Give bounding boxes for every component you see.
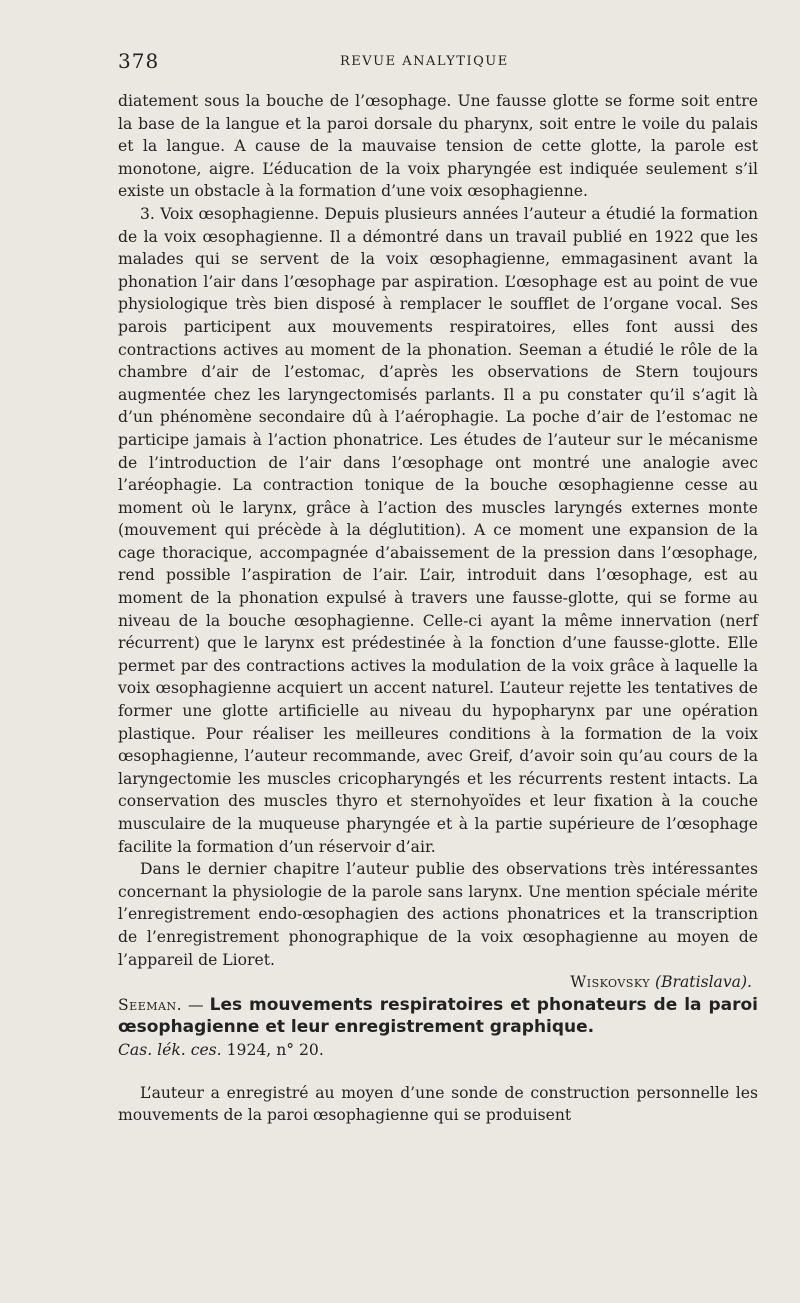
paragraph-continuation: diatement sous la bouche de l’œsophage. Une fausse glotte se forme soit entre la base de la langue et la paroi dorsale du pharynx, soit entre le voile du palais et la langue. A cause de la mauvaise tension de cette glotte, la parole est monotone, aigre. L’éducation de la voix pharyngée est indiquée seulement s’il existe un obstacle à la formation d’une voix œsophagienne.	[118, 92, 758, 201]
running-head: REVUE ANALYTIQUE	[340, 54, 509, 69]
entry-details: 1924, n° 20.	[221, 1040, 324, 1059]
entry-body: L’auteur a enregistré au moyen d’une sonde de construction personnelle les mouvements de la paroi œsophagienne qui se produisent	[118, 1083, 758, 1125]
page-number: 378	[118, 49, 160, 73]
entry-dash: —	[182, 995, 210, 1014]
reviewer-signature	[118, 971, 758, 994]
entry-citation	[118, 1039, 758, 1062]
paragraph-dernier-chapitre: Dans le dernier chapitre l’auteur publie des observations très intéressantes concernant la physiologie de la parole sans larynx. Une mention spéciale mérite l’enregistrement endo-œsophagien des actions phonatrices et la transcription de l’enregistrement phonographique de la voix œsophagienne au moyen de l’appareil de Lioret.	[118, 860, 758, 969]
article-body	[118, 90, 758, 1127]
reviewer-name: Wiskovsky	[570, 973, 651, 992]
entry-author: Seeman.	[118, 995, 183, 1014]
bibliographic-entry	[118, 994, 758, 1039]
spacer	[118, 1062, 758, 1082]
entry-title: Les mouvements respiratoires et phonateurs de la paroi œsophagienne et leur enregistrement graphique.	[118, 994, 758, 1038]
reviewer-place: (Bratislava).	[655, 973, 752, 992]
page-header	[118, 49, 758, 73]
entry-journal: Cas. lék. ces.	[118, 1040, 222, 1059]
paragraph-voix-oesophagienne: 3. Voix œsophagienne. Depuis plusieurs années l’auteur a étudié la formation de la voix œsophagienne. Il a démontré dans un travail publié en 1922 que les malades qui se servent de la voix œsophagienne, emmagasinent avant la phonation l’air dans l’œsophage par aspiration. L’œsophage est au point de vue physiologique très bien disposé à remplacer le soufflet de l’organe vocal. Ses parois participent aux mouvements respiratoires, elles font aussi des contractions actives au moment de la phonation. Seeman a étudié le rôle de la chambre d’air de l’estomac, d’après les observations de Stern toujours augmentée chez les laryngectomisés parlants. Il a pu constater qu’il s’agit là d’un phénomène secondaire dû à l’aérophagie. La poche d’air de l’estomac ne participe jamais à l’action phonatrice. Les études de l’auteur sur le mécanisme de l’introduction de l’air dans l’œsophage ont montré une analogie avec l’aréophagie. La contraction tonique de la bouche œsophagienne cesse au moment où le larynx, grâce à l’action des muscles laryngés externes monte (mouvement qui précède à la déglutition). A ce moment une expansion de la cage thoracique, accompagnée d’abaissement de la pression dans l’œsophage, rend possible l’aspiration de l’air. L’air, introduit dans l’œsophage, est au moment de la phonation expulsé à travers une fausse-glotte, qui se forme au niveau de la bouche œsophagienne. Celle-ci ayant la même innervation (nerf récurrent) que le larynx est prédestinée à la fonction d’une fausse-glotte. Elle permet par des contractions actives la modulation de la voix grâce à laquelle la voix œsophagienne acquiert un accent naturel. L’auteur rejette les tentatives de former une glotte artificielle au niveau du hypopharynx par une opération plastique. Pour réaliser les meilleures conditions à la formation de la voix œsophagienne, l’auteur recommande, avec Greif, d’avoir soin qu’au cours de la laryngectomie les muscles cricopharyngés et les récurrents restent intacts. La conservation des muscles thyro et sternohyoïdes et leur fixation à la couche musculaire de la muqueuse pharyngée et à la partie supérieure de l’œsophage facilite la formation d’un réservoir d’air.	[118, 204, 758, 856]
